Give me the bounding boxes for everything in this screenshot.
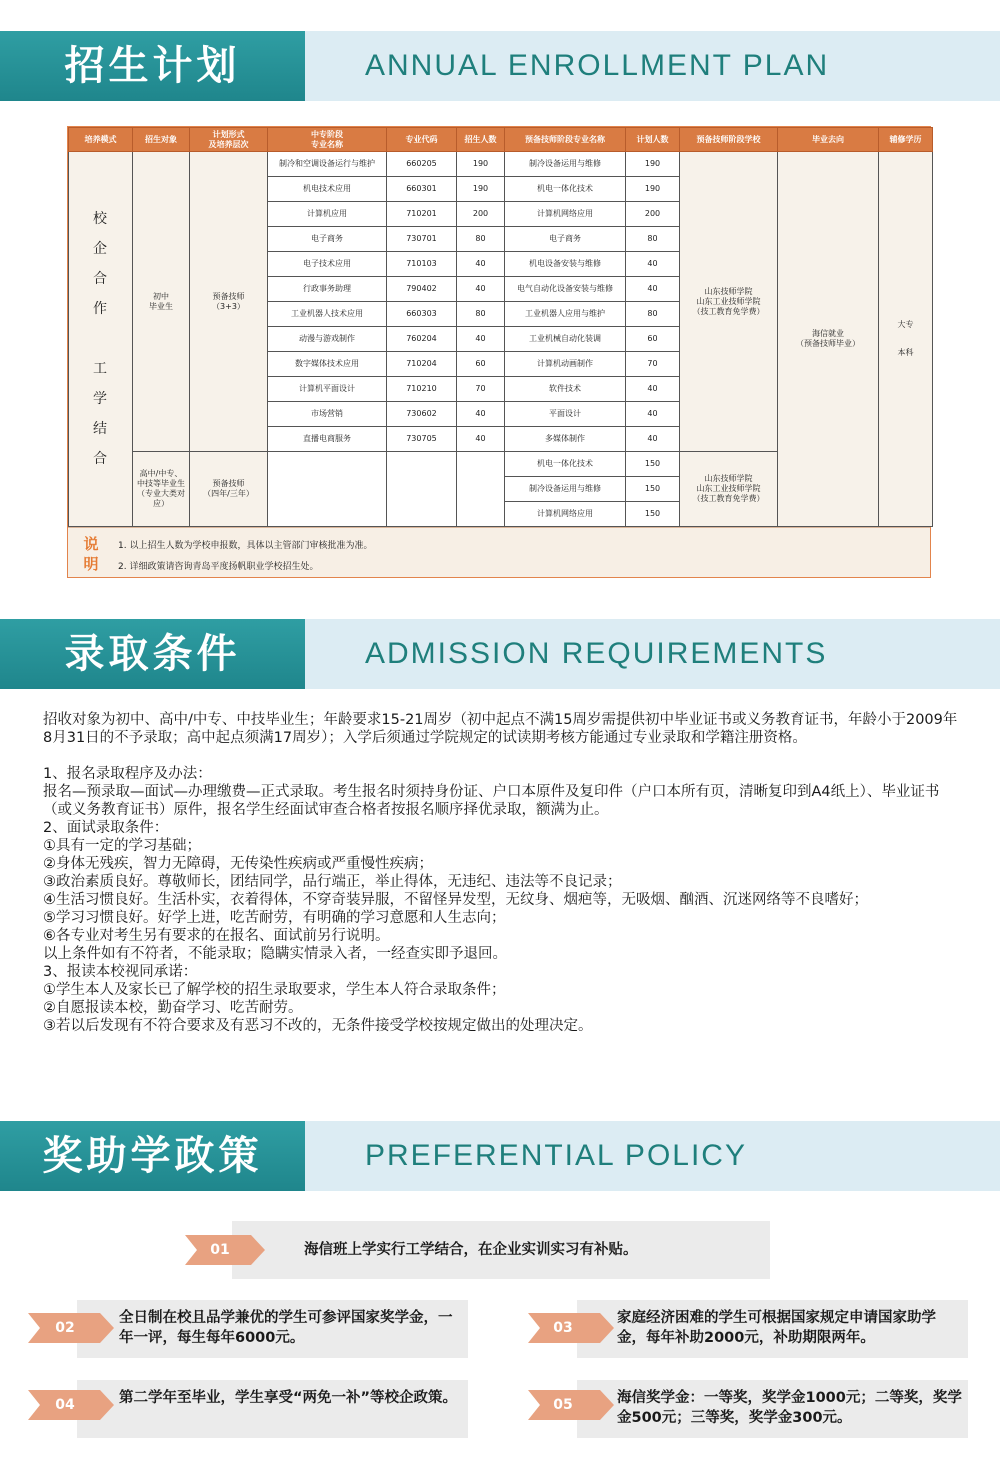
degree-cell: 大专 本科 [879, 152, 933, 527]
section-title-zh: 奖助学政策 [42, 1133, 263, 1179]
major-code-cell: 660303 [387, 302, 457, 327]
requirement-line: 2、面试录取条件： [43, 820, 169, 836]
policy-number: 03 [553, 1320, 573, 1336]
major-name-cell: 计算机应用 [268, 202, 387, 227]
policy-number: 02 [55, 1320, 75, 1336]
tech-major-cell: 工业机械自动化装调 [505, 327, 626, 352]
table-header-cell: 专业代码 [387, 128, 457, 152]
requirement-line: 3、报读本校视同承诺： [43, 964, 198, 980]
major-code-cell: 710103 [387, 252, 457, 277]
major-code-cell: 730602 [387, 402, 457, 427]
policy-badge-04 [28, 1390, 114, 1420]
section-header-policy [0, 1121, 1000, 1191]
enroll-count-cell: 40 [457, 252, 505, 277]
major-code-cell: 660301 [387, 177, 457, 202]
major-code-cell: 730701 [387, 227, 457, 252]
form-cell: 预备技师 （四年/三年） [190, 452, 268, 527]
section-title-en: PREFERENTIAL POLICY [365, 1139, 747, 1172]
major-name-cell: 制冷和空调设备运行与维护 [268, 152, 387, 177]
policy-card-04 [77, 1380, 468, 1438]
plan-count-cell: 40 [626, 377, 680, 402]
requirement-line: 报名—预录取—面试—办理缴费—正式录取。考生报名时须持身份证、户口本原件及复印件（户口本所有页，清晰复印到A4纸上）、毕业证书（或义务教育证书）原件，报名学生经面试审查合格者按报名顺序择优录取，额满为止。 [43, 784, 940, 818]
table-header-cell: 培养模式 [69, 128, 133, 152]
major-code-cell: 710201 [387, 202, 457, 227]
table-header-cell: 计划人数 [626, 128, 680, 152]
policy-text: 海信班上学实行工学结合，在企业实训实习有补贴。 [304, 1242, 638, 1258]
requirement-line: ②自愿报读本校，勤奋学习、吃苦耐劳。 [43, 1000, 303, 1016]
notes-tag-char: 明 [83, 555, 99, 573]
table-notes [68, 527, 930, 577]
policy-badge-02 [28, 1313, 114, 1343]
empty-cell [268, 452, 387, 527]
enroll-count-cell: 40 [457, 427, 505, 452]
policy-text: 家庭经济困难的学生可根据国家规定申请国家助学金，每年补助2000元，补助期限两年。 [617, 1310, 936, 1346]
enroll-count-cell: 200 [457, 202, 505, 227]
major-name-cell: 直播电商服务 [268, 427, 387, 452]
requirement-line: ①学生本人及家长已了解学校的招生录取要求，学生本人符合录取条件； [43, 982, 506, 998]
school-cell: 山东技师学院 山东工业技师学院 （技工教育免学费） [680, 452, 778, 527]
admission-requirements [43, 711, 958, 1035]
tech-major-cell: 机电一体化技术 [505, 177, 626, 202]
requirement-line: 以上条件如有不符者，不能录取；隐瞒实情录入者，一经查实即予退回。 [43, 946, 507, 962]
major-name-cell: 行政事务助理 [268, 277, 387, 302]
notes-tag-char: 说 [83, 535, 99, 553]
policy-text: 海信奖学金：一等奖，奖学金1000元；二等奖，奖学金500元；三等奖，奖学金300元。 [617, 1390, 962, 1426]
target-cell: 初中 毕业生 [133, 152, 190, 452]
plan-count-cell: 40 [626, 402, 680, 427]
destination-cell: 海信就业 （预备技师毕业） [778, 152, 879, 527]
major-code-cell: 760204 [387, 327, 457, 352]
section-title-en: ANNUAL ENROLLMENT PLAN [365, 49, 830, 82]
requirement-line: ②身体无残疾，智力无障碍，无传染性疾病或严重慢性疾病； [43, 856, 433, 872]
tech-major-cell: 机电设备安装与维修 [505, 252, 626, 277]
target-cell: 高中/中专、 中技等毕业生 （专业大类对应） [133, 452, 190, 527]
table-row [69, 152, 933, 177]
table-header-cell: 辅修学历 [879, 128, 933, 152]
plan-count-cell: 200 [626, 202, 680, 227]
plan-count-cell: 60 [626, 327, 680, 352]
plan-count-cell: 80 [626, 302, 680, 327]
plan-count-cell: 150 [626, 477, 680, 502]
empty-cell [457, 452, 505, 527]
policy-card-03 [577, 1300, 968, 1358]
form-cell: 预备技师 （3+3） [190, 152, 268, 452]
plan-count-cell: 150 [626, 502, 680, 527]
table-header-cell: 中专阶段 专业名称 [268, 128, 387, 152]
enroll-count-cell: 40 [457, 402, 505, 427]
tech-major-cell: 工业机器人应用与维护 [505, 302, 626, 327]
plan-count-cell: 80 [626, 227, 680, 252]
major-code-cell: 790402 [387, 277, 457, 302]
enroll-count-cell: 40 [457, 327, 505, 352]
tech-major-cell: 多媒体制作 [505, 427, 626, 452]
enroll-count-cell: 70 [457, 377, 505, 402]
mode-cell: 校 企 合 作 工 学 结 合 [69, 152, 133, 527]
major-name-cell: 计算机平面设计 [268, 377, 387, 402]
tech-major-cell: 软件技术 [505, 377, 626, 402]
requirement-line: 1、报名录取程序及办法： [43, 766, 212, 782]
plan-count-cell: 40 [626, 277, 680, 302]
requirement-line: ⑤学习习惯良好。好学上进，吃苦耐劳，有明确的学习意愿和人生志向； [43, 910, 506, 926]
policy-card-02 [77, 1300, 468, 1358]
major-name-cell: 动漫与游戏制作 [268, 327, 387, 352]
major-code-cell: 710210 [387, 377, 457, 402]
major-code-cell: 730705 [387, 427, 457, 452]
enroll-count-cell: 80 [457, 302, 505, 327]
table-header-cell: 预备技师阶段专业名称 [505, 128, 626, 152]
tech-major-cell: 计算机网络应用 [505, 202, 626, 227]
tech-major-cell: 机电一体化技术 [505, 452, 626, 477]
major-name-cell: 市场营销 [268, 402, 387, 427]
table-header-cell: 招生对象 [133, 128, 190, 152]
tech-major-cell: 计算机动画制作 [505, 352, 626, 377]
plan-count-cell: 190 [626, 177, 680, 202]
section-header-admission [0, 619, 1000, 689]
empty-cell [387, 452, 457, 527]
enroll-count-cell: 80 [457, 227, 505, 252]
table-header-row [69, 128, 933, 152]
policy-text: 全日制在校且品学兼优的学生可参评国家奖学金，一年一评，每生每年6000元。 [119, 1310, 453, 1346]
section-title-zh: 招生计划 [64, 43, 241, 89]
requirement-line: ③政治素质良好。尊敬师长，团结同学，品行端正，举止得体，无违纪、违法等不良记录； [43, 874, 622, 890]
tech-major-cell: 计算机网络应用 [505, 502, 626, 527]
tech-major-cell: 制冷设备运用与维修 [505, 477, 626, 502]
requirement-line: ①具有一定的学习基础； [43, 838, 201, 854]
policy-number: 05 [553, 1397, 573, 1413]
policy-number: 01 [210, 1242, 230, 1258]
plan-count-cell: 150 [626, 452, 680, 477]
major-name-cell: 数字媒体技术应用 [268, 352, 387, 377]
enroll-count-cell: 190 [457, 177, 505, 202]
enroll-count-cell: 60 [457, 352, 505, 377]
policy-card-01 [232, 1221, 770, 1279]
major-name-cell: 工业机器人技术应用 [268, 302, 387, 327]
major-code-cell: 710204 [387, 352, 457, 377]
requirement-line: ⑥各专业对考生另有要求的在报名、面试前另行说明。 [43, 928, 390, 944]
table-header-cell: 预备技师阶段学校 [680, 128, 778, 152]
enrollment-plan-table [67, 126, 931, 578]
requirement-line: ④生活习惯良好。生活朴实，衣着得体，不穿奇装异服，不留怪异发型，无纹身、烟疤等，无吸烟、酗酒、沉迷网络等不良嗜好； [43, 892, 868, 908]
policy-text: 第二学年至毕业，学生享受“两免一补”等校企政策。 [119, 1390, 458, 1406]
section-title-zh: 录取条件 [64, 631, 241, 677]
enroll-count-cell: 190 [457, 152, 505, 177]
enroll-count-cell: 40 [457, 277, 505, 302]
school-cell: 山东技师学院 山东工业技师学院 （技工教育免学费） [680, 152, 778, 452]
plan-count-cell: 40 [626, 252, 680, 277]
section-title-en: ADMISSION REQUIREMENTS [365, 637, 828, 670]
plan-count-cell: 40 [626, 427, 680, 452]
tech-major-cell: 电气自动化设备安装与维修 [505, 277, 626, 302]
table-header-cell: 计划形式 及培养层次 [190, 128, 268, 152]
note-2: 2. 详细政策请咨询青岛平度扬帆职业学校招生处。 [118, 562, 319, 572]
requirement-line: ③若以后发现有不符合要求及有恶习不改的，无条件接受学校按规定做出的处理决定。 [43, 1018, 593, 1034]
major-name-cell: 机电技术应用 [268, 177, 387, 202]
policy-badge-05 [528, 1390, 614, 1420]
plan-count-cell: 70 [626, 352, 680, 377]
requirements-intro: 招收对象为初中、高中/中专、中技毕业生；年龄要求15-21周岁（初中起点不满15周岁需提供初中毕业证书或义务教育证书，年龄小于2009年8月31日的不予录取；高中起点须满17周岁）；入学后须通过学院规定的试读期考核方能通过专业录取和学籍注册资格。 [43, 712, 958, 746]
plan-count-cell: 190 [626, 152, 680, 177]
tech-major-cell: 电子商务 [505, 227, 626, 252]
tech-major-cell: 制冷设备运用与维修 [505, 152, 626, 177]
notes-tag [81, 534, 101, 574]
policy-badge-01 [185, 1235, 265, 1265]
major-code-cell: 660205 [387, 152, 457, 177]
table-header-cell: 毕业去向 [778, 128, 879, 152]
note-1: 1. 以上招生人数为学校申报数，具体以主管部门审核批准为准。 [118, 541, 373, 551]
requirements-list [43, 765, 958, 1035]
major-name-cell: 电子商务 [268, 227, 387, 252]
policy-number: 04 [55, 1397, 75, 1413]
section-header-plan [0, 31, 1000, 101]
major-name-cell: 电子技术应用 [268, 252, 387, 277]
table-header-cell: 招生人数 [457, 128, 505, 152]
policy-card-05 [577, 1380, 968, 1438]
policy-badge-03 [528, 1313, 614, 1343]
tech-major-cell: 平面设计 [505, 402, 626, 427]
